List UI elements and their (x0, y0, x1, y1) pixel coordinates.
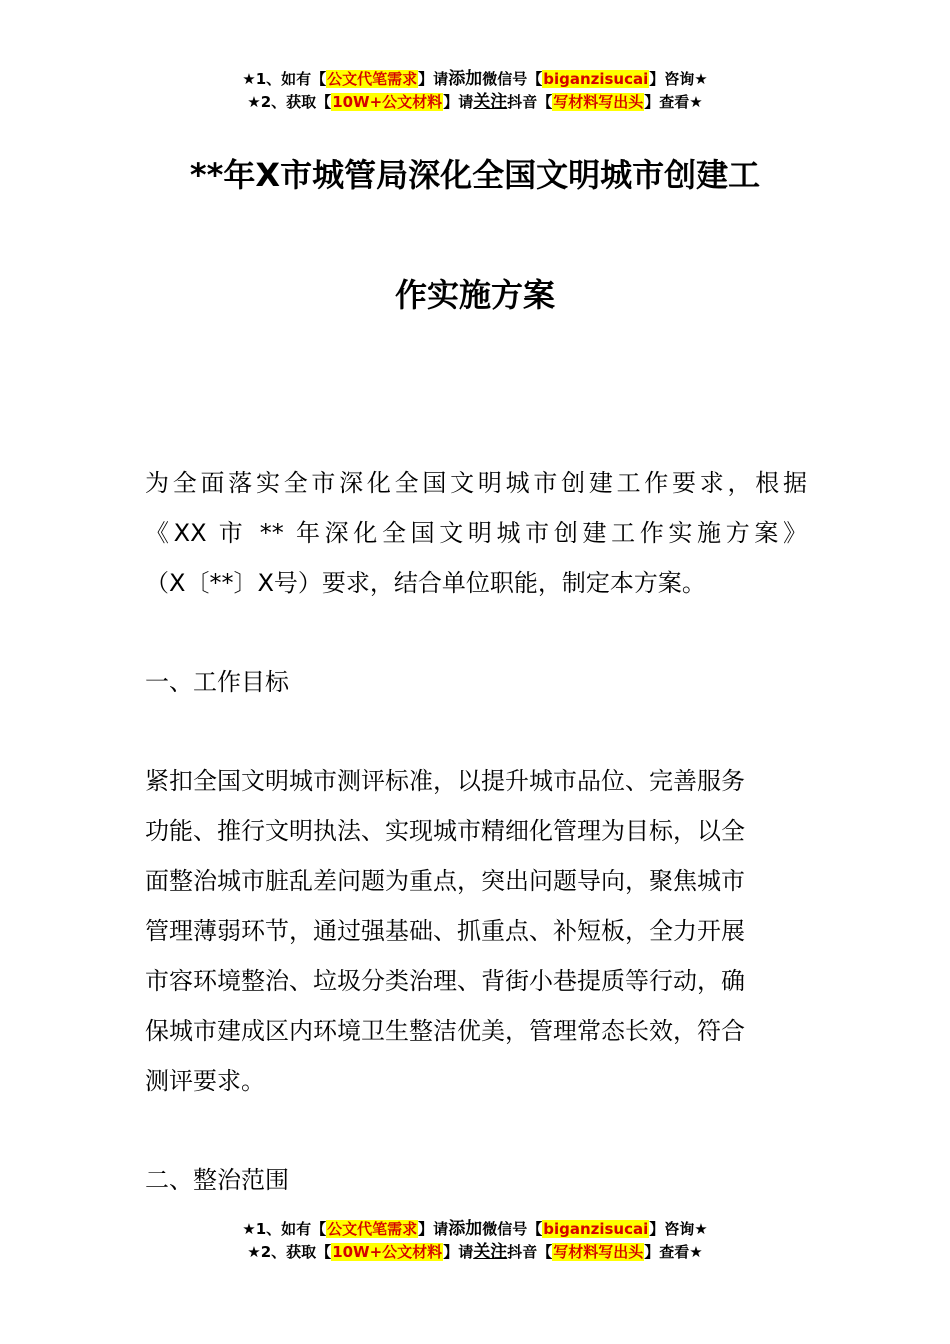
promo-text: ★1、如有【 (242, 1220, 327, 1238)
section-heading-1: 一、工作目标 (145, 668, 289, 696)
promo-text: ★1、如有【 (242, 70, 327, 88)
promo-text: 抖音【 (507, 93, 553, 111)
document-title-line-1: **年X市城管局深化全国文明城市创建工 (189, 156, 761, 194)
promo-text: 微信号【 (482, 70, 543, 88)
promo-line-2 (0, 91, 950, 114)
paragraph-line: （X〔**〕X号）要求，结合单位职能，制定本方案。 (145, 569, 706, 597)
promo-emphasis: 添加 (448, 1219, 483, 1239)
paragraph-line: 紧扣全国文明城市测评标准，以提升城市品位、完善服务 (145, 767, 745, 795)
promo-text: 】咨询★ (649, 70, 708, 88)
paragraph-line: 管理薄弱环节，通过强基础、抓重点、补短板，全力开展 (145, 917, 745, 945)
paragraph-line: 测评要求。 (145, 1067, 265, 1095)
promo-highlight: 10W+公文材料 (332, 93, 443, 111)
promo-text: 】请 (418, 1220, 449, 1238)
document-title-line-2: 作实施方案 (394, 276, 555, 314)
promo-text: 】查看★ (644, 93, 703, 111)
promo-text: 微信号【 (482, 1220, 543, 1238)
promo-emphasis: 关注 (473, 1242, 508, 1262)
promo-text: 】请 (443, 1243, 474, 1261)
promo-highlight: biganzisucai (543, 1220, 649, 1238)
paragraph-line: 《XX 市 ** 年深化全国文明城市创建工作实施方案》 (145, 519, 807, 547)
promo-text: 】查看★ (644, 1243, 703, 1261)
promo-highlight: 写材料写出头 (553, 93, 644, 111)
paragraph-line: 面整治城市脏乱差问题为重点，突出问题导向，聚焦城市 (145, 867, 745, 895)
promo-emphasis: 添加 (448, 69, 483, 89)
promo-banner-top (0, 68, 950, 114)
paragraph-line: 保城市建成区内环境卫生整洁优美，管理常态长效，符合 (145, 1017, 745, 1045)
promo-highlight: 公文代笔需求 (327, 1220, 418, 1238)
promo-line-1 (0, 68, 950, 91)
promo-emphasis: 关注 (473, 92, 508, 112)
promo-text: 】请 (443, 93, 474, 111)
paragraph-line: 功能、推行文明执法、实现城市精细化管理为目标，以全 (145, 817, 745, 845)
promo-line-2 (0, 1241, 950, 1264)
promo-text: 抖音【 (507, 1243, 553, 1261)
promo-banner-bottom (0, 1218, 950, 1264)
promo-highlight: 10W+公文材料 (332, 1243, 443, 1261)
paragraph-line: 为全面落实全市深化全国文明城市创建工作要求，根据 (145, 469, 807, 497)
promo-text: 】请 (418, 70, 449, 88)
promo-text: 】咨询★ (649, 1220, 708, 1238)
promo-highlight: 写材料写出头 (553, 1243, 644, 1261)
promo-highlight: 公文代笔需求 (327, 70, 418, 88)
promo-text: ★2、获取【 (247, 1243, 332, 1261)
intro-paragraph (145, 458, 807, 608)
promo-highlight: biganzisucai (543, 70, 649, 88)
promo-text: ★2、获取【 (247, 93, 332, 111)
section-heading-2: 二、整治范围 (145, 1166, 289, 1194)
section-1-paragraph (145, 756, 807, 1106)
paragraph-line: 市容环境整治、垃圾分类治理、背街小巷提质等行动，确 (145, 967, 745, 995)
promo-line-1 (0, 1218, 950, 1241)
